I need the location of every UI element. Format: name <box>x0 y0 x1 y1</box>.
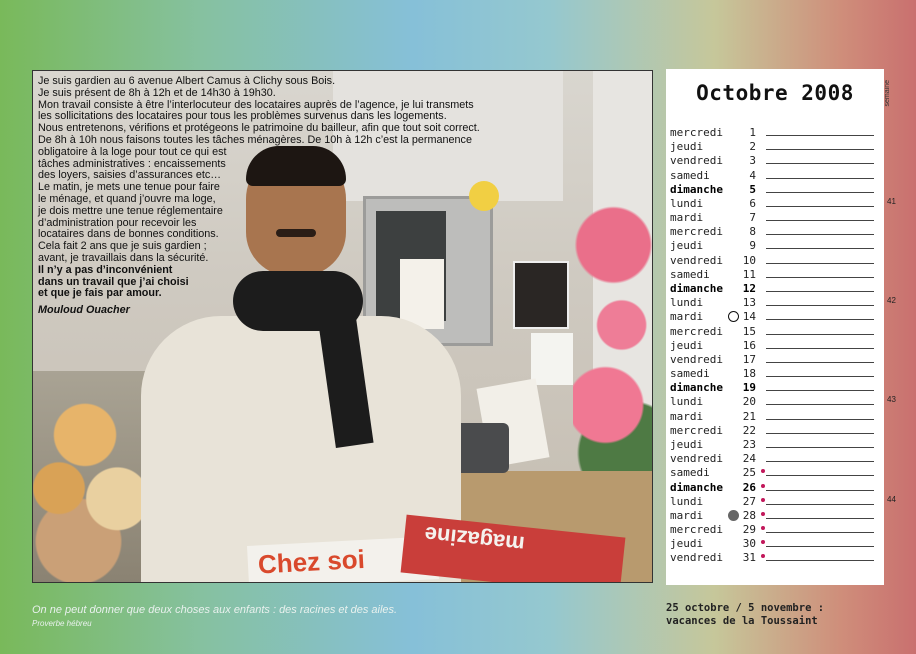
testimony-line: Je suis gardien au 6 avenue Albert Camus à Clichy sous Bois. <box>38 75 336 87</box>
day-name: samedi <box>670 168 710 182</box>
day-name: vendredi <box>670 154 723 168</box>
calendar-day-row <box>670 183 880 197</box>
writing-line <box>766 291 874 292</box>
writing-line <box>766 504 874 505</box>
day-name: jeudi <box>670 437 704 451</box>
day-number: 19 <box>742 381 756 395</box>
day-number: 16 <box>742 338 756 352</box>
writing-line <box>766 560 874 561</box>
day-number: 21 <box>742 409 756 423</box>
writing-line <box>766 461 874 462</box>
writing-line <box>766 390 874 391</box>
calendar-day-row <box>670 310 880 324</box>
holiday-dot-icon <box>761 540 765 544</box>
day-name: lundi <box>670 494 704 508</box>
day-number: 9 <box>749 239 756 253</box>
day-name: dimanche <box>670 182 723 196</box>
day-name: dimanche <box>670 281 723 295</box>
writing-line <box>766 135 874 136</box>
day-number: 10 <box>742 253 756 267</box>
day-name: mercredi <box>670 324 723 338</box>
calendar-day-row <box>670 424 880 438</box>
day-name: jeudi <box>670 140 704 154</box>
calendar-day-row <box>670 523 880 537</box>
day-number: 6 <box>749 196 756 210</box>
quote-text: On ne peut donner que deux choses aux enfants : des racines et des ailes. <box>32 604 398 616</box>
calendar-day-row <box>670 367 880 381</box>
writing-line <box>766 206 874 207</box>
holiday-dot-icon <box>761 469 765 473</box>
day-number: 3 <box>749 154 756 168</box>
week-number: 42 <box>887 296 896 306</box>
week-number: 44 <box>887 494 896 504</box>
holiday-dates: 25 octobre / 5 novembre : <box>666 602 825 614</box>
calendar-day-row <box>670 410 880 424</box>
day-number: 2 <box>749 140 756 154</box>
calendar-day-row <box>670 438 880 452</box>
gardien-photo <box>32 70 653 583</box>
testimony-line: les sollicitations des locataires pour tous les problèmes survenus dans les logements. <box>38 110 447 123</box>
day-name: vendredi <box>670 352 723 366</box>
day-number: 14 <box>742 310 756 324</box>
testimony-line: Mon travail consiste à être l’interlocuteur des locataires auprès de l’agence, je lui transmets <box>38 98 474 111</box>
testimony-line: le ménage, et quand j’ouvre ma loge, <box>38 192 216 205</box>
day-number: 28 <box>742 508 756 522</box>
writing-line <box>766 419 874 420</box>
writing-line <box>766 404 874 405</box>
calendar-day-row <box>670 509 880 523</box>
testimony-line: je dois mettre une tenue réglementaire <box>38 204 223 217</box>
writing-line <box>766 277 874 278</box>
writing-line <box>766 348 874 349</box>
day-number: 8 <box>749 225 756 239</box>
calendar-day-row <box>670 154 880 168</box>
writing-line <box>766 447 874 448</box>
pink-flowers <box>573 181 653 501</box>
writing-line <box>766 475 874 476</box>
day-number: 13 <box>742 296 756 310</box>
day-number: 18 <box>742 367 756 381</box>
notice-sheet <box>531 333 573 385</box>
day-number: 23 <box>742 437 756 451</box>
holiday-dot-icon <box>761 554 765 558</box>
holiday-dot-icon <box>761 484 765 488</box>
testimony-text <box>38 76 558 317</box>
day-number: 20 <box>742 395 756 409</box>
calendar-day-row <box>670 537 880 551</box>
day-name: lundi <box>670 296 704 310</box>
testimony-line: avant, je travaillais dans la sécurité. <box>38 251 209 264</box>
writing-line <box>766 362 874 363</box>
testimony-line: Nous entretenons, vérifions et protégeons le patrimoine du bailleur, afin que tout soit correct. <box>38 122 480 135</box>
calendar-day-row <box>670 466 880 480</box>
day-number: 12 <box>742 281 756 295</box>
writing-line <box>766 334 874 335</box>
writing-line <box>766 192 874 193</box>
testimony-line: De 8h à 10h nous faisons toutes les tâches ménagères. De 10h à 12h c’est la permanence <box>38 133 472 146</box>
calendar-day-row <box>670 225 880 239</box>
writing-line <box>766 220 874 221</box>
holiday-name: vacances de la Toussaint <box>666 615 818 627</box>
day-number: 31 <box>742 551 756 565</box>
day-number: 22 <box>742 423 756 437</box>
day-name: dimanche <box>670 480 723 494</box>
writing-line <box>766 305 874 306</box>
testimony-line: Cela fait 2 ans que je suis gardien ; <box>38 240 207 253</box>
calendar-day-row <box>670 254 880 268</box>
day-name: mercredi <box>670 225 723 239</box>
calendar-day-row <box>670 126 880 140</box>
day-name: jeudi <box>670 537 704 551</box>
holiday-dot-icon <box>761 498 765 502</box>
day-number: 15 <box>742 324 756 338</box>
calendar-day-row <box>670 239 880 253</box>
calendar-day-row <box>670 197 880 211</box>
testimony-line: des loyers, saisies d’assurances etc… <box>38 169 222 182</box>
writing-line <box>766 518 874 519</box>
calendar-day-row <box>670 353 880 367</box>
semaine-label: semaine <box>884 80 891 107</box>
day-name: dimanche <box>670 381 723 395</box>
calendar-day-row <box>670 339 880 353</box>
day-number: 4 <box>749 168 756 182</box>
testimony-line: obligatoire à la loge pour tout ce qui est <box>38 145 227 158</box>
calendar-day-row <box>670 268 880 282</box>
quote-attribution: Proverbe hébreu <box>32 619 92 628</box>
writing-line <box>766 178 874 179</box>
writing-line <box>766 234 874 235</box>
writing-line <box>766 263 874 264</box>
week-number: 41 <box>887 196 896 206</box>
writing-line <box>766 433 874 434</box>
magazine-title-upside-down: magazine <box>423 521 526 558</box>
day-number: 11 <box>742 267 756 281</box>
october-calendar <box>666 69 884 585</box>
calendar-day-row <box>670 481 880 495</box>
day-name: samedi <box>670 267 710 281</box>
writing-line <box>766 532 874 533</box>
calendar-day-row <box>670 296 880 310</box>
day-name: samedi <box>670 466 710 480</box>
calendar-day-row <box>670 211 880 225</box>
day-name: lundi <box>670 395 704 409</box>
day-name: mercredi <box>670 423 723 437</box>
day-name: mardi <box>670 310 704 324</box>
testimony-quote-line: et que je fais par amour. <box>38 287 162 300</box>
calendar-day-row <box>670 325 880 339</box>
day-name: samedi <box>670 367 710 381</box>
testimony-line: tâches administratives : encaissements <box>38 157 226 170</box>
day-number: 17 <box>742 352 756 366</box>
calendar-day-row <box>670 140 880 154</box>
calendar-day-row <box>670 282 880 296</box>
calendar-day-row <box>670 381 880 395</box>
day-number: 24 <box>742 452 756 466</box>
calendar-day-row <box>670 495 880 509</box>
writing-line <box>766 248 874 249</box>
signature: Mouloud Ouacher <box>38 304 130 317</box>
writing-line <box>766 163 874 164</box>
day-name: vendredi <box>670 452 723 466</box>
calendar-day-row <box>670 395 880 409</box>
day-name: vendredi <box>670 253 723 267</box>
day-number: 30 <box>742 537 756 551</box>
testimony-line: d’administration pour recevoir les <box>38 216 197 229</box>
day-number: 7 <box>749 211 756 225</box>
calendar-day-row <box>670 452 880 466</box>
day-name: jeudi <box>670 338 704 352</box>
holiday-dot-icon <box>761 526 765 530</box>
testimony-line: Le matin, je mets une tenue pour faire <box>38 181 220 194</box>
day-number: 26 <box>742 480 756 494</box>
day-name: lundi <box>670 196 704 210</box>
day-name: mardi <box>670 409 704 423</box>
day-name: mardi <box>670 211 704 225</box>
day-number: 1 <box>749 126 756 139</box>
testimony-line: Je suis présent de 8h à 12h et de 14h30 à 19h30. <box>38 86 276 99</box>
day-number: 29 <box>742 523 756 537</box>
calendar-title: Octobre 2008 <box>696 81 854 105</box>
holiday-note <box>666 602 824 628</box>
calendar-day-row <box>670 169 880 183</box>
day-name: jeudi <box>670 239 704 253</box>
writing-line <box>766 319 874 320</box>
week-number: 43 <box>887 395 896 405</box>
writing-line <box>766 149 874 150</box>
testimony-line: locataires dans de bonnes conditions. <box>38 228 219 241</box>
writing-line <box>766 376 874 377</box>
testimony-quote-line: Il n’y a pas d’inconvénient <box>38 263 173 276</box>
holiday-dot-icon <box>761 512 765 516</box>
day-name: vendredi <box>670 551 723 565</box>
testimony-quote-line: dans un travail que j’ai choisi <box>38 275 189 288</box>
day-number: 25 <box>742 466 756 480</box>
day-name: mardi <box>670 508 704 522</box>
day-number: 5 <box>749 182 756 196</box>
magazine-title: Chez soi <box>257 543 366 580</box>
day-name: mercredi <box>670 126 723 139</box>
new-moon-icon <box>728 510 739 521</box>
day-number: 27 <box>742 494 756 508</box>
writing-line <box>766 546 874 547</box>
writing-line <box>766 490 874 491</box>
calendar-day-row <box>670 551 880 565</box>
day-name: mercredi <box>670 523 723 537</box>
